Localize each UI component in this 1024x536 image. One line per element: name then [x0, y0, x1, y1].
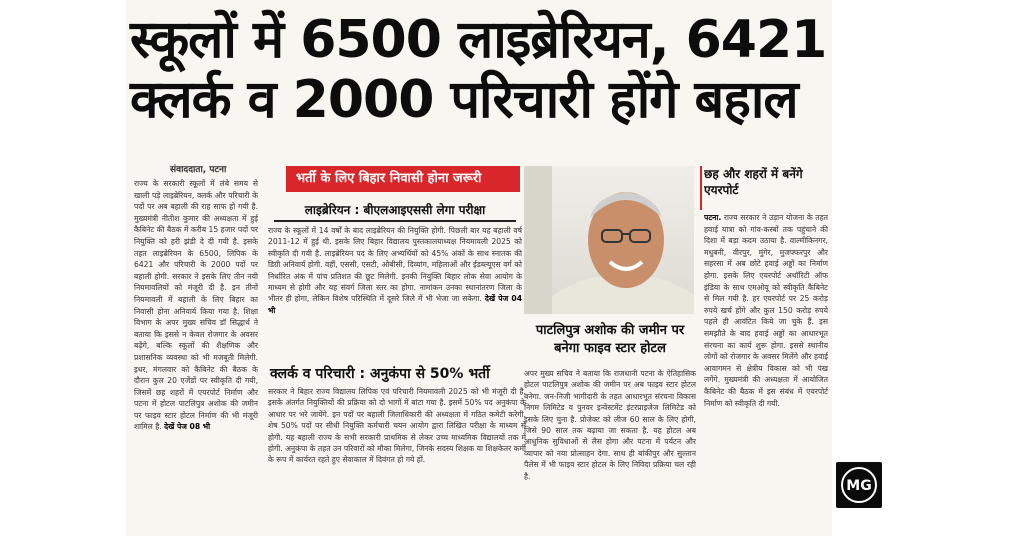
mg-logo-icon: [836, 462, 882, 508]
left-column-article: [134, 178, 258, 533]
headline: स्कूलों में 6500 लाइब्रेरियन, 6421 क्लर्क व 2000 परिचारी होंगे बहाल: [130, 10, 827, 130]
see-page-note-2: देखें पेज 04 भी: [268, 294, 522, 315]
left-column-text: राज्य के सरकारी स्कूलों में लंबे समय से खाली पड़े लाइब्रेरियन, क्लर्क और परिचारी के पदों पर अब बहाली की राह साफ हो गयी है. मुख्यमंत्री नीतीश कुमार की अध्यक्षता में हुई कैबिनेट की बैठक में करीब 15 हजार पदों पर नियुक्ति को हरी झंडी दे दी गयी है. इसके तहत लाइब्रेरियन के 6500, लिपिक के 6421 और परिचारी के 2000 पदों पर बहाली होगी. सरकार ने इसके लिए तीन नयी नियमावलियों को मंजूरी दी है. इन तीनों नियमावली में बहाली के लिए बिहार का निवासी होना अनिवार्य किया गया है. शिक्षा विभाग के अपर मुख्य सचिव डॉ सिद्धार्थ ने बताया कि इससे न केवल रोजगार के अवसर बढ़ेंगे, बल्कि स्कूलों की शैक्षणिक और प्रशासनिक व्यवस्था को भी मजबूती मिलेगी. इधर, मंगलवार को कैबिनेट की बैठक के दौरान कुल 20 एजेंडों पर स्वीकृति दी गयी, जिसमें छह शहरों में एयरपोर्ट निर्माण और पटना में होटल पाटलिपुत्र अशोक की जमीन पर फाइव स्टार होटल निर्माण की भी मंजूरी शामिल है.: [134, 179, 258, 432]
red-rule-divider: [700, 166, 702, 210]
clerk-box: [264, 364, 530, 536]
clerk-box-text: सरकार ने बिहार राज्य विद्यालय लिपिक एवं परिचारी नियमावली 2025 को भी मंजूरी दी है. इसके अंतर्गत नियुक्तियों की प्रक्रिया को दो भागों में बांटा गया है. इसमें 50% पद अनुकंपा के आधार पर भरे जायेंगे. इन पदों पर बहाली जिलाधिकारी की अध्यक्षता में गठित कमेटी करेगी. शेष 50% पदों पर सीधी नियुक्ति कर्मचारी चयन आयोग द्वारा लिखित परीक्षा के माध्यम से होगी. यह बहाली राज्य के सभी सरकारी प्राथमिक से लेकर उच्च माध्यमिक विद्यालयों तक में होगी. अनुकंपा के तहत उन परिवारों को मौका मिलेगा, जिनके सदस्य शिक्षक या शिक्षकेतर कर्मी के रूप में कार्यरत रहते हुए सेवाकाल में दिवंगत हो गये हों.: [268, 387, 526, 465]
hotel-story-text: अपर मुख्य सचिव ने बताया कि राजधानी पटना के ऐतिहासिक होटल पाटलिपुत्र अशोक की जमीन पर अब फाइव स्टार होटल बनेगा. जन-निजी भागीदारी के तहत आधारभूत संरचना विकास निगम लिमिटेड व पुनवर इन्वेस्टमेंट इंटरप्राइजेज लिमिटेड को इसके लिए चुना है. प्रोजेक्ट को लीज 60 साल के लिए होगी, जिसे 90 साल तक बढ़ाया जा सकता है. यह होटल अब आधुनिक सुविधाओं से लैस होगा और पटना में पर्यटन और व्यापार को नया प्रोत्साहन देगा. साथ ही बांकीपुर और सुल्तान पैलेस में भी फाइव स्टार होटल के लिए निविदा प्रक्रिया चल रही है.: [524, 369, 696, 481]
byline: संवाददाता, पटना: [170, 165, 227, 175]
portrait-illustration: [524, 166, 694, 314]
clerk-box-title: क्लर्क व परिचारी : अनुकंपा से 50% भर्ती: [270, 366, 490, 382]
red-banner: भर्ती के लिए बिहार निवासी होना जरूरी: [286, 166, 520, 192]
see-page-note: देखें पेज 08 भी: [164, 422, 211, 432]
airport-story-text: [704, 212, 828, 534]
librarian-box-body: राज्य के स्कूलों में 14 वर्षों के बाद लाइब्रेरियन की नियुक्ति होगी. पिछली बार यह बहाली वर्ष 2011-12 में हुई थी. इसके लिए बिहार विद्यालय पुस्तकालयाध्यक्ष नियमावली 2025 को स्वीकृति दी गयी है. लाइब्रेरियन पद के लिए अभ्यर्थियों को 45% अंकों के साथ स्नातक की डिग्री अनिवार्य होगी. वहीं, एससी, एसटी, ओबीसी, दिव्यांग, महिलाओं और ईडब्ल्यूएस वर्ग को निर्धारित अंक में पांच प्रतिशत की छूट मिलेगी. इनकी नियुक्ति बिहार लोक सेवा आयोग के माध्यम से होगी और यह संवर्ग जिला स्तर का होगा. नामांकन उनका स्थानांतरण जिला के भीतर ही होगा, लेकिन विशेष परिस्थिति में दूसरे जिले में भी भेजा जा सकेगा.: [268, 226, 522, 304]
airport-story-body: राज्य सरकार ने उड़ान योजना के तहत हवाई यात्रा को गांव-कस्बों तक पहुंचाने की दिशा में बड़ा कदम उठाया है. वाल्मीकिनगर, मधुबनी, वीरपुर, मुंगेर, मुजफ्फरपुर और सहरसा में अब छोटे हवाई अड्डों का निर्माण होगा. इसके लिए एयरपोर्ट अथॉरिटी ऑफ इंडिया के साथ एमओयू को स्वीकृति कैबिनेट से मिल गयी है. हर एयरपोर्ट पर 25 करोड़ रुपये खर्च होंगे और कुल 150 करोड़ रुपये पहले ही आवंटित किये जा चुके हैं. इस समझौते के बाद हवाई अड्डों का आधारभूत संरचना का कार्य शुरू होगा. इससे स्थानीय लोगों को रोजगार के अवसर मिलेंगे और हवाई आवागमन से क्षेत्रीय विकास को भी पंख लगेंगे. मुख्यमंत्री की अध्यक्षता में आयोजित कैबिनेट की बैठक में इस संबंध में एयरपोर्ट निर्माण को स्वीकृति दी गयी.: [704, 213, 828, 408]
librarian-box-text: [264, 225, 526, 316]
hotel-story-title: पाटलिपुत्र अशोक की जमीन पर बनेगा फाइव स्टार होटल: [535, 323, 685, 356]
portrait-photo: [524, 166, 694, 314]
airport-story-title: छह और शहरों में बनेंगे एयरपोर्ट: [704, 167, 803, 197]
librarian-box: [264, 198, 526, 362]
mg-logo-text: MG: [846, 478, 872, 494]
airport-story-lead: पटना.: [704, 213, 722, 222]
newspaper-clipping: [126, 0, 832, 536]
librarian-box-title: लाइब्रेरियन : बीएलआइएससी लेगा परीक्षा: [274, 202, 516, 222]
